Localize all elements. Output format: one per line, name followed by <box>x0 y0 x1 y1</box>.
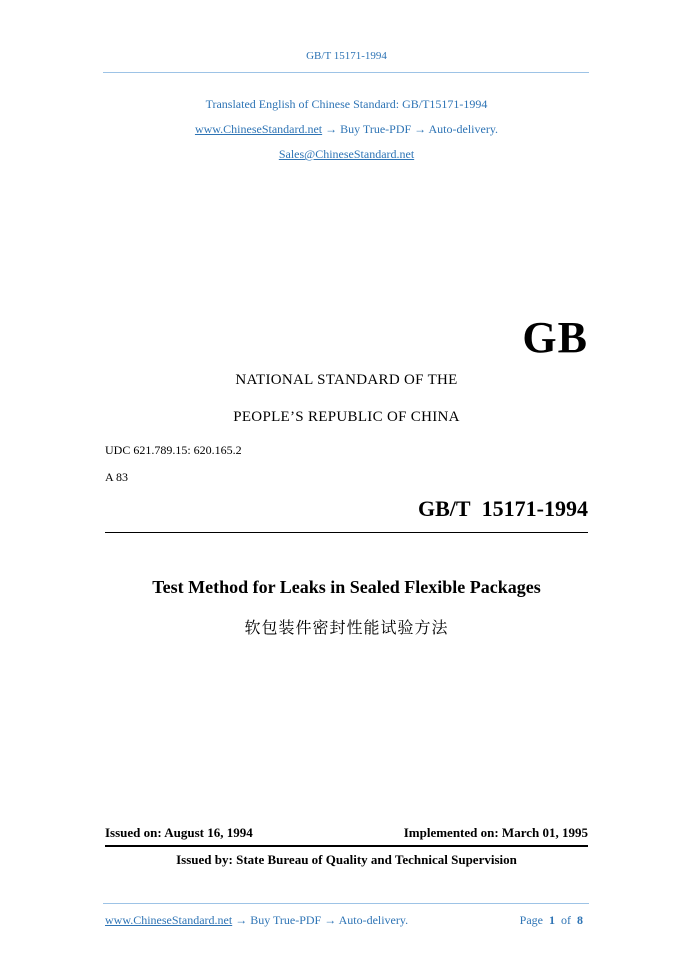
sales-email-link[interactable]: Sales@ChineseStandard.net <box>278 147 415 161</box>
footer-divider <box>103 903 589 904</box>
gb-mark: GB <box>522 313 588 362</box>
title-chinese: 软包装件密封性能试验方法 <box>244 618 449 637</box>
header-divider <box>103 72 589 73</box>
issue-divider <box>105 845 588 847</box>
buy-line <box>0 122 693 137</box>
page-number: 1 <box>549 913 555 927</box>
page-label: Page <box>519 913 543 927</box>
issued-by: Issued by: State Bureau of Quality and Technical Supervision <box>176 852 517 867</box>
implemented-on-date: Implemented on: March 01, 1995 <box>403 825 588 840</box>
site-link[interactable]: www.ChineseStandard.net <box>194 122 323 136</box>
national-standard-line-1: NATIONAL STANDARD OF THE <box>235 372 458 388</box>
total-pages: 8 <box>577 913 583 927</box>
title-english: Test Method for Leaks in Sealed Flexible Packages <box>152 577 541 597</box>
sales-line <box>0 147 693 162</box>
udc-code: UDC 621.789.15: 620.165.2 <box>105 443 242 457</box>
page-indicator <box>520 913 583 928</box>
issued-on-date: Issued on: August 16, 1994 <box>105 825 253 840</box>
code-divider <box>105 532 588 533</box>
buy-text: → Buy True-PDF → Auto-delivery. <box>322 122 499 136</box>
standard-code: GB/T 15171-1994 <box>417 496 588 521</box>
ccs-code: A 83 <box>105 470 129 484</box>
footer-site-link[interactable]: www.ChineseStandard.net <box>105 913 233 927</box>
footer-buy-text: → Buy True-PDF → Auto-delivery. <box>232 913 409 927</box>
of-label: of <box>561 913 571 927</box>
translation-notice: Translated English of Chinese Standard: GB/T15171-1994 <box>205 97 488 111</box>
national-standard-line-2: PEOPLE’S REPUBLIC OF CHINA <box>233 409 460 425</box>
header-standard-code: GB/T 15171-1994 <box>306 50 387 62</box>
footer-promo <box>105 913 408 928</box>
